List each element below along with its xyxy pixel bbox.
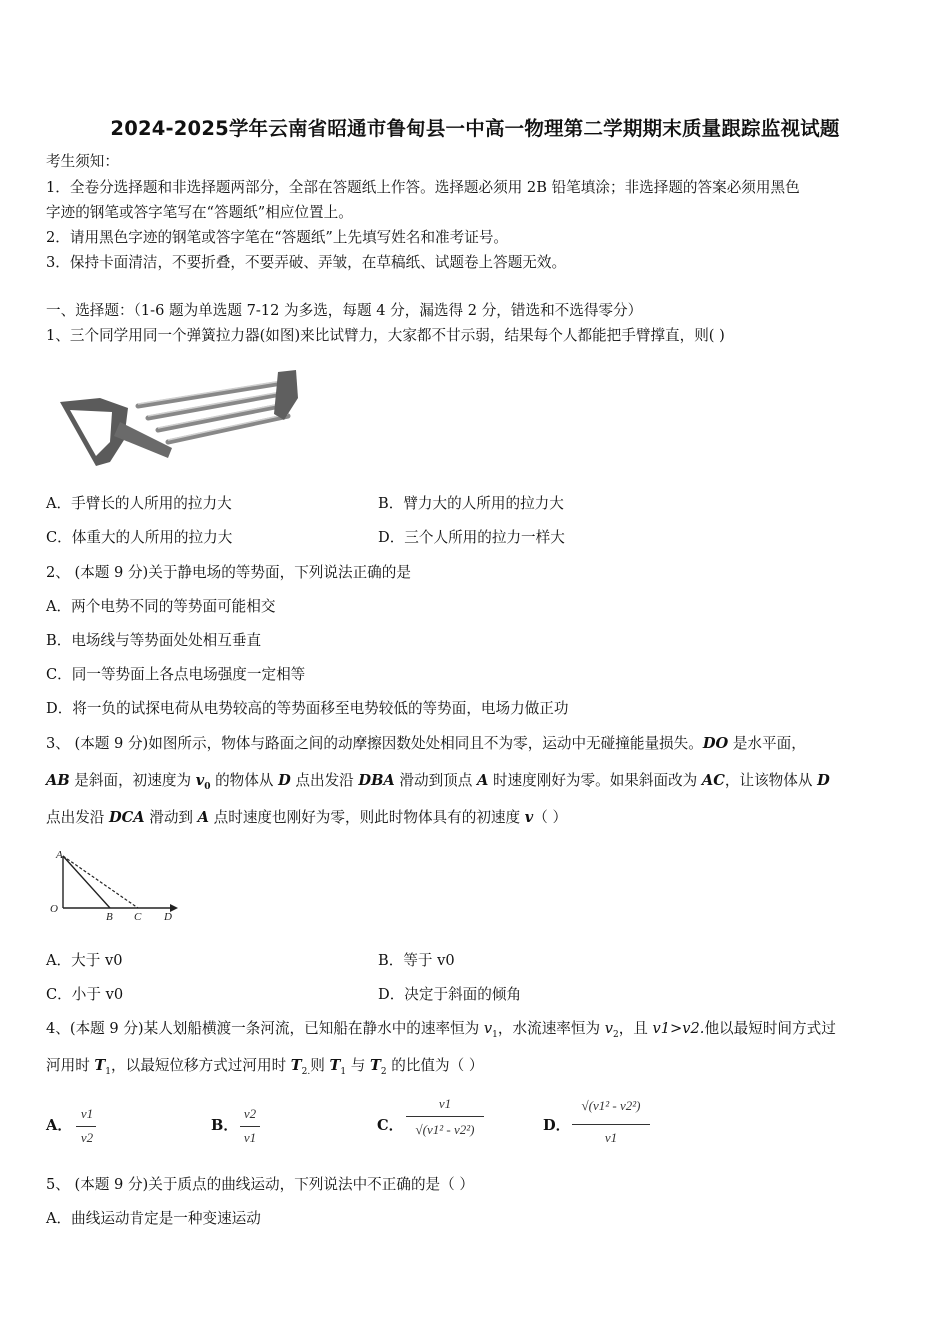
q1-option-b: B．臂力大的人所用的拉力大 <box>378 495 564 512</box>
q4-option-a-denominator: v2 <box>80 1130 94 1145</box>
q2-option-d: D．将一负的试探电荷从电势较高的等势面移至电势较低的等势面，电场力做正功 <box>46 700 569 717</box>
label-b: B <box>106 911 113 923</box>
q1-option-a: A．手臂长的人所用的拉力大 <box>46 495 232 512</box>
q2-option-a: A．两个电势不同的等势面可能相交 <box>46 598 276 615</box>
q4-line-2: 河用时 $T_1$，以最短位移方式过河用时 $T_{2.}$则 $T_1$ 与 $T_2$ 的比值为（ ） <box>46 1057 484 1077</box>
q4-option-b-denominator: v1 <box>243 1130 257 1145</box>
q4-option-c-numerator: v1 <box>438 1096 452 1111</box>
q3-option-c: C．小于 v0 <box>46 986 124 1003</box>
q3-option-a: A．大于 v0 <box>46 952 123 969</box>
label-d: D <box>164 911 172 923</box>
q3-option-b: B．等于 v0 <box>378 952 455 969</box>
section-heading: 一、选择题：（1-6 题为单选题 7-12 为多选，每题 4 分，漏选得 2 分，错选和不选得零分） <box>46 302 643 319</box>
q2-option-c: C．同一等势面上各点电场强度一定相等 <box>46 666 306 683</box>
q3-line-3: 点出发沿 DCA 滑动到 A 点时速度也刚好为零，则此时物体具有的初速度 v（ ） <box>46 809 568 826</box>
spring-exerciser-figure <box>52 362 302 474</box>
notice-line-1b: 字迹的钢笔或答字笔写在“答题纸”相应位置上。 <box>46 204 353 221</box>
q4-option-d-denominator: v1 <box>604 1130 618 1145</box>
q4-option-d-bar <box>572 1124 650 1125</box>
q4-option-b-label: B． <box>211 1117 238 1134</box>
q4-option-a-numerator: v1 <box>80 1106 94 1121</box>
label-c: C <box>134 911 142 923</box>
q1-stem: 1、三个同学用同一个弹簧拉力器(如图)来比试臂力，大家都不甘示弱，结果每个人都能把手臂撑直，则( ) <box>46 327 725 344</box>
right-handle <box>274 370 298 420</box>
q4-option-b-bar <box>240 1126 260 1127</box>
notice-line-3: 3．保持卡面清洁，不要折叠，不要弄破、弄皱，在草稿纸、试题卷上答题无效。 <box>46 254 567 271</box>
q4-option-c-denominator: √(v1² - v2²) <box>415 1122 475 1137</box>
q2-stem: 2、 (本题 9 分)关于静电场的等势面，下列说法正确的是 <box>46 564 411 581</box>
incline-diagram <box>44 846 184 926</box>
page-title: 2024-2025学年云南省昭通市鲁甸县一中高一物理第二学期期末质量跟踪监视试题 <box>110 117 840 140</box>
q1-option-c: C．体重大的人所用的拉力大 <box>46 529 233 546</box>
q4-option-c-bar <box>406 1116 484 1117</box>
q4-line-1: 4、(本题 9 分)某人划船横渡一条河流，已知船在静水中的速率恒为 $v_1$，水流速率恒为 $v_2$，且 v1>v2.他以最短时间方式过 <box>46 1020 836 1040</box>
q5-option-a: A．曲线运动肯定是一种变速运动 <box>46 1210 261 1227</box>
q4-option-b-numerator: v2 <box>243 1106 257 1121</box>
q4-option-c-label: C． <box>377 1117 404 1134</box>
q4-option-d-numerator: √(v1² - v2²) <box>581 1098 641 1113</box>
label-a: A <box>56 849 63 861</box>
q2-option-b: B．电场线与等势面处处相互垂直 <box>46 632 262 649</box>
label-o: O <box>50 903 58 915</box>
q5-stem: 5、 (本题 9 分)关于质点的曲线运动，下列说法中不正确的是（ ） <box>46 1176 474 1193</box>
q3-line-1: 3、 (本题 9 分)如图所示，物体与路面之间的动摩擦因数处处相同且不为零，运动中无碰撞能量损失。DO 是水平面， <box>46 735 806 752</box>
notice-heading: 考生须知： <box>46 153 119 170</box>
q3-option-d: D．决定于斜面的倾角 <box>378 986 522 1003</box>
q1-option-d: D．三个人所用的拉力一样大 <box>378 529 565 546</box>
notice-line-1a: 1．全卷分选择题和非选择题两部分，全部在答题纸上作答。选择题必须用 2B 铅笔填涂；非选择题的答案必须用黑色 <box>46 179 800 196</box>
q4-option-a-label: A． <box>46 1117 72 1134</box>
q4-option-d-label: D． <box>543 1117 571 1134</box>
q4-option-a-bar <box>76 1126 96 1127</box>
notice-line-2: 2．请用黑色字迹的钢笔或答字笔在“答题纸”上先填写姓名和准考证号。 <box>46 229 509 246</box>
q3-line-2: AB 是斜面，初速度为 $v_0$ 的物体从 D 点出发沿 DBA 滑动到顶点 A 时速度刚好为零。如果斜面改为 AC，让该物体从 D <box>46 772 830 792</box>
